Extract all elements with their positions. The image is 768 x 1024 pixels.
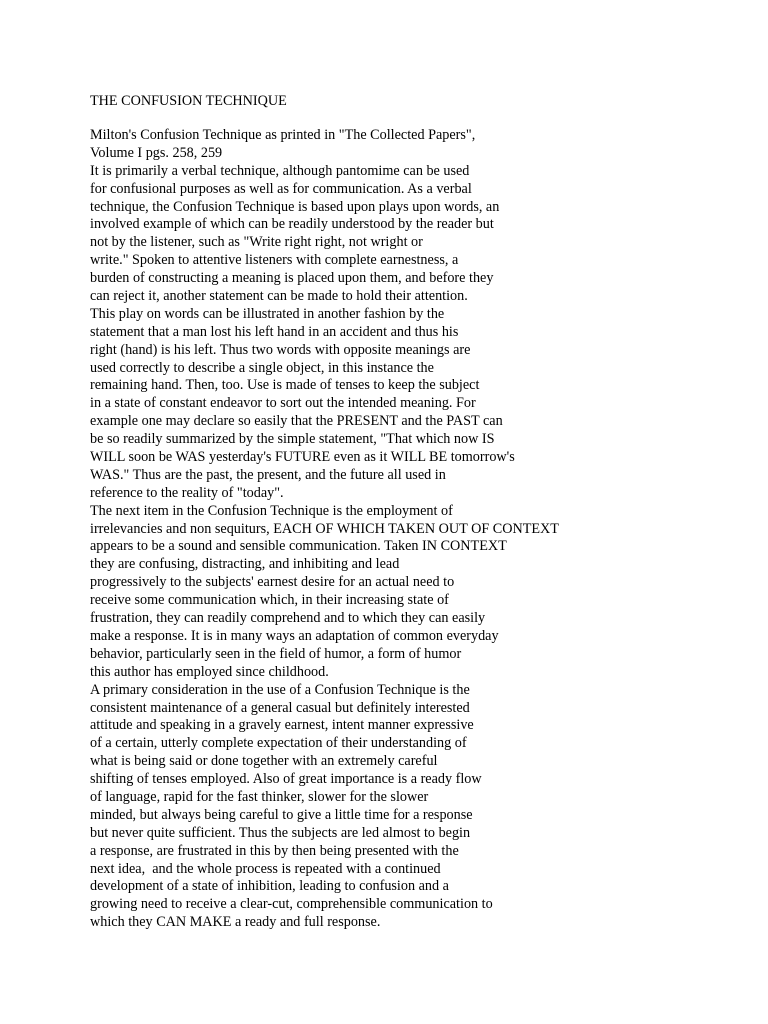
text-line: development of a state of inhibition, leading to confusion and a <box>90 878 449 895</box>
text-line: can reject it, another statement can be made to hold their attention. <box>90 288 468 305</box>
text-line: behavior, particularly seen in the field of humor, a form of humor <box>90 645 462 662</box>
text-line: Volume I pgs. 258, 259 <box>90 144 223 161</box>
text-line: of a certain, utterly complete expectation of their understanding of <box>90 735 467 752</box>
text-line: It is primarily a verbal technique, although pantomime can be used <box>90 162 470 179</box>
text-line: minded, but always being careful to give a little time for a response <box>90 806 473 823</box>
document-body <box>90 127 559 932</box>
text-line: not by the listener, such as "Write right right, not wright or <box>90 234 423 251</box>
text-line: reference to the reality of "today". <box>90 484 284 501</box>
text-line: this author has employed since childhood. <box>90 663 329 680</box>
text-line: WAS." Thus are the past, the present, and the future all used in <box>90 466 446 483</box>
text-line: they are confusing, distracting, and inhibiting and lead <box>90 556 400 573</box>
document-title: THE CONFUSION TECHNIQUE <box>90 93 287 109</box>
text-line: be so readily summarized by the simple statement, "That which now IS <box>90 431 495 448</box>
text-line: for confusional purposes as well as for communication. As a verbal <box>90 180 472 197</box>
text-line: Milton's Confusion Technique as printed in "The Collected Papers", <box>90 127 476 143</box>
text-line: which they CAN MAKE a ready and full response. <box>90 914 381 931</box>
text-line: progressively to the subjects' earnest desire for an actual need to <box>90 574 455 591</box>
text-line: in a state of constant endeavor to sort out the intended meaning. For <box>90 395 476 412</box>
text-line: burden of constructing a meaning is placed upon them, and before they <box>90 270 494 287</box>
text-line: technique, the Confusion Technique is based upon plays upon words, an <box>90 198 500 215</box>
text-line: a response, are frustrated in this by then being presented with the <box>90 842 459 859</box>
text-line: consistent maintenance of a general casual but definitely interested <box>90 699 470 716</box>
text-line: receive some communication which, in their increasing state of <box>90 592 449 609</box>
text-line: WILL soon be WAS yesterday's FUTURE even as it WILL BE tomorrow's <box>90 449 515 466</box>
text-line: remaining hand. Then, too. Use is made of tenses to keep the subject <box>90 377 480 394</box>
text-line: next idea, and the whole process is repeated with a continued <box>90 860 441 877</box>
text-line: frustration, they can readily comprehend and to which they can easily <box>90 610 486 627</box>
text-line: of language, rapid for the fast thinker, slower for the slower <box>90 788 429 805</box>
text-line: A primary consideration in the use of a Confusion Technique is the <box>90 681 470 698</box>
text-line: example one may declare so easily that the PRESENT and the PAST can <box>90 413 503 430</box>
text-line: write." Spoken to attentive listeners with complete earnestness, a <box>90 252 459 269</box>
text-line: used correctly to describe a single object, in this instance the <box>90 359 434 376</box>
text-line: The next item in the Confusion Technique is the employment of <box>90 502 453 519</box>
text-line: appears to be a sound and sensible communication. Taken IN CONTEXT <box>90 538 507 555</box>
text-line: This play on words can be illustrated in another fashion by the <box>90 305 445 322</box>
text-line: irrelevancies and non sequiturs, EACH OF WHICH TAKEN OUT OF CONTEXT <box>90 520 559 537</box>
text-line: statement that a man lost his left hand in an accident and thus his <box>90 323 459 340</box>
text-line: shifting of tenses employed. Also of great importance is a ready flow <box>90 771 482 788</box>
text-line: attitude and speaking in a gravely earnest, intent manner expressive <box>90 717 474 734</box>
text-line: but never quite sufficient. Thus the subjects are led almost to begin <box>90 824 471 841</box>
text-line: make a response. It is in many ways an adaptation of common everyday <box>90 627 499 644</box>
text-line: involved example of which can be readily understood by the reader but <box>90 216 494 233</box>
text-line: growing need to receive a clear-cut, comprehensible communication to <box>90 896 493 913</box>
text-line: what is being said or done together with an extremely careful <box>90 753 438 770</box>
text-line: right (hand) is his left. Thus two words with opposite meanings are <box>90 341 471 358</box>
